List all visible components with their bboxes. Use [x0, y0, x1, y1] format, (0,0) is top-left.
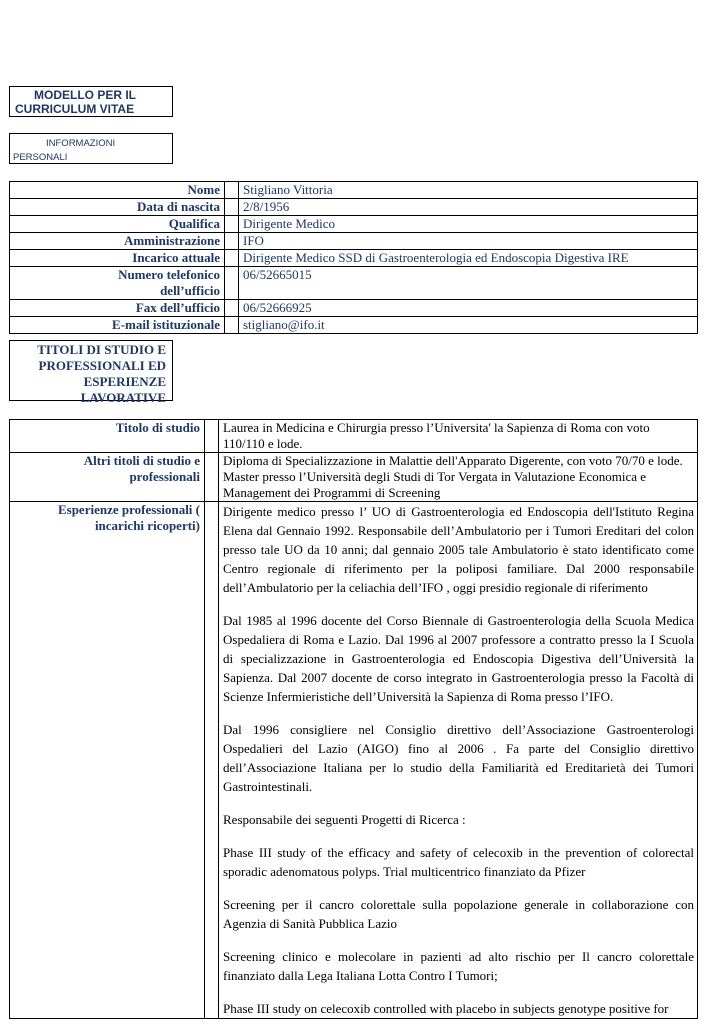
- row-label: Fax dell’ufficio: [10, 300, 225, 317]
- altri-titoli-line2: Master presso l’Università degli Studi di Tor Vergata in Valutazione Economica e Management dei Programmi di Screening: [223, 469, 647, 500]
- titoli-header-line3: ESPERIENZE: [83, 374, 166, 389]
- row-value: Dirigente Medico SSD di Gastroenterologia ed Endoscopia Digestiva IRE: [239, 250, 698, 267]
- personal-info-line2: PERSONALI: [13, 152, 68, 163]
- titolo-label: Titolo di studio: [10, 420, 205, 453]
- row-label: Numero telefonico dell’ufficio: [10, 267, 225, 300]
- row-value: stigliano@ifo.it: [239, 317, 698, 334]
- esperienze-paragraph: Responsabile dei seguenti Progetti di Ricerca :: [223, 812, 466, 827]
- table-row: [10, 300, 698, 317]
- esperienze-value: [219, 502, 698, 1019]
- cv-title-box: [9, 86, 173, 117]
- titoli-header-line2: PROFESSIONALI ED: [38, 358, 166, 373]
- titoli-header-line4: LAVORATIVE: [80, 390, 166, 405]
- table-row: [10, 182, 698, 199]
- row-value: 06/52666925: [239, 300, 698, 317]
- titolo-value: Laurea in Medicina e Chirurgia presso l’Universita' la Sapienza di Roma con voto 110/110 e lode.: [219, 420, 698, 453]
- personal-info-header-box: [9, 133, 173, 164]
- esperienze-paragraph: Screening per il cancro colorettale sulla popolazione generale in collaborazione con Agenzia di Sanità Pubblica Lazio: [223, 897, 694, 931]
- row-value: Dirigente Medico: [239, 216, 698, 233]
- row-label: Nome: [10, 182, 225, 199]
- table-row: [10, 502, 698, 1019]
- row-value: 06/52665015: [239, 267, 698, 300]
- esperienze-paragraph: Phase III study on celecoxib controlled with placebo in subjects genotype positive for: [223, 1001, 669, 1016]
- cv-title-line2: CURRICULUM VITAE: [15, 102, 135, 116]
- esperienze-paragraph: Dal 1996 consigliere nel Consiglio direttivo dell’Associazione Gastroenterologi Ospedalieri del Lazio (AIGO) fino al 2006 . Fa parte del Consiglio direttivo dell’Associazione Italiana per lo studio della Familiarità ed Ereditarietà dei Tumori Gastrointestinali.: [223, 722, 694, 794]
- education-table: [9, 419, 698, 1019]
- row-value: Stigliano Vittoria: [239, 182, 698, 199]
- personal-info-table: [9, 181, 698, 334]
- row-label: Qualifica: [10, 216, 225, 233]
- esperienze-paragraph: Dal 1985 al 1996 docente del Corso Biennale di Gastroenterologia della Scuola Medica Ospedaliera di Roma e Lazio. Dal 1996 al 2007 professore a contratto presso la I Scuola di specializzazione in Gastroenterologia ed Endoscopia Digestiva dell’Università la Sapienza. Dal 2007 docente de corso integrato in Gastroenterologia presso la Facoltà di Scienze Infermieristiche dell’Università la Sapienza di Roma presso l’IFO.: [223, 613, 694, 704]
- table-row: [10, 420, 698, 453]
- altri-titoli-label: Altri titoli di studio e professionali: [10, 453, 205, 502]
- row-value: IFO: [239, 233, 698, 250]
- row-label: Data di nascita: [10, 199, 225, 216]
- cv-title-line1: MODELLO PER IL: [34, 88, 136, 102]
- row-label: Amministrazione: [10, 233, 225, 250]
- esperienze-paragraph: Screening clinico e molecolare in pazienti ad alto rischio per Il cancro colorettale finanziato dalla Lega Italiana Lotta Contro I Tumori;: [223, 949, 694, 983]
- row-value: 2/8/1956: [239, 199, 698, 216]
- table-row: [10, 199, 698, 216]
- titoli-header-box: [9, 340, 173, 405]
- row-label: E-mail istituzionale: [10, 317, 225, 334]
- row-label: Incarico attuale: [10, 250, 225, 267]
- altri-titoli-value: [219, 453, 698, 502]
- table-row: [10, 216, 698, 233]
- table-row: [10, 317, 698, 334]
- table-row: [10, 250, 698, 267]
- esperienze-paragraph: Phase III study of the efficacy and safety of celecoxib in the prevention of colorectal sporadic adenomatous polyps. Trial multicentrico finanziato da Pfizer: [223, 845, 694, 879]
- table-row: [10, 233, 698, 250]
- altri-titoli-line1: Diploma di Specializzazione in Malattie dell'Apparato Digerente, con voto 70/70 e lode.: [223, 453, 683, 468]
- table-row: [10, 453, 698, 502]
- esperienze-paragraph: Dirigente medico presso l’ UO di Gastroenterologia ed Endoscopia dell'Istituto Regina Elena dal Gennaio 1992. Responsabile dell’Ambulatorio per i Tumori Ereditari del colon presso tale UO da 10 anni; dal gennaio 2005 tale Ambulatorio è stato identificato come Centro regionale di riferimento per la poliposi familiare. Dal 2000 responsabile dell’Ambulatorio per la celiachia dell’IFO , oggi presidio regionale di riferimento: [223, 504, 694, 595]
- esperienze-label: Esperienze professionali ( incarichi ricoperti): [10, 502, 205, 1019]
- titoli-header-line1: TITOLI DI STUDIO E: [37, 342, 166, 357]
- table-row: [10, 267, 698, 300]
- personal-info-line1: INFORMAZIONI: [46, 138, 116, 149]
